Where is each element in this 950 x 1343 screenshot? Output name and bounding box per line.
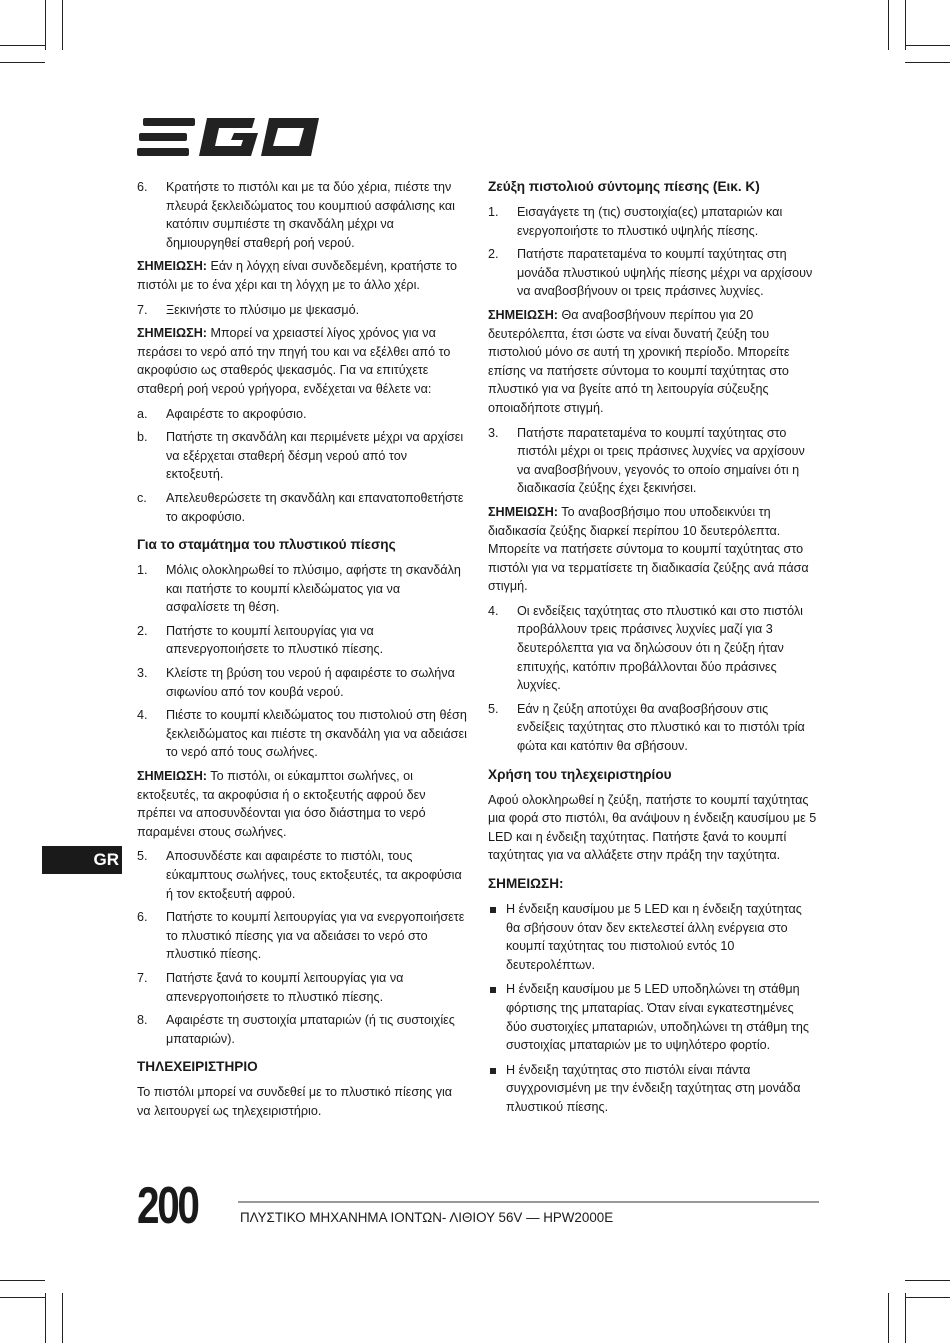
paragraph: Το πιστόλι μπορεί να συνδεθεί με το πλυστικό πίεσης για να λειτουργεί ως τηλεχειριστήριο. <box>137 1085 453 1118</box>
list-item: 2. Πατήστε παρατεταμένα το κουμπί ταχύτητας στη μονάδα πλυστικού υψηλής πίεσης μέχρι να αρχίσουν να αναβοσβήνουν οι τρεις πράσινες λυχνίες. <box>488 247 813 299</box>
note-label: ΣΗΜΕΙΩΣΗ: <box>488 307 558 322</box>
list-item: b. Πατήστε τη σκανδάλη και περιμένετε μέχρι να αρχίσει να εξέρχεται σταθερή δέσμη νερού από τον εκτοξευτή. <box>137 430 464 482</box>
bullet-item: Η ένδειξη καυσίμου με 5 LED και η ένδειξη ταχύτητας θα σβήσουν όταν δεν εκτελεστεί άλλη ενέργεια στο κουμπί ταχύτητας του πιστολιού εντός 10 δευτερολέπτων. <box>488 900 818 974</box>
note-label: ΣΗΜΕΙΩΣΗ: <box>137 259 207 274</box>
footer-divider <box>238 1201 819 1203</box>
language-tab: GR <box>42 846 122 874</box>
page-number: 200 <box>137 1177 198 1235</box>
list-item: 8. Αφαιρέστε τη συστοιχία μπαταριών (ή τις συστοιχίες μπαταριών). <box>137 1013 455 1046</box>
note: ΣΗΜΕΙΩΣΗ: Μπορεί να χρειαστεί λίγος χρόνος για να περάσει το νερό από την πηγή του και να εξέλθει από το ακροφύσιο ως σταθερός ψεκασμός. Για να επιτύχετε σταθερή ροή νερού γρήγορα, ενδέχεται να θέλετε να: <box>137 326 451 396</box>
section-heading-remote: ΤΗΛΕΧΕΙΡΙΣΤΗΡΙΟ <box>137 1059 258 1075</box>
left-column <box>137 178 467 1127</box>
note: ΣΗΜΕΙΩΣΗ: Εάν η λόγχη είναι συνδεδεμένη, κρατήστε το πιστόλι με το ένα χέρι και τη λόγχη με το άλλο χέρι. <box>137 259 458 292</box>
bullet-square-icon <box>488 1061 506 1117</box>
list-item: 1. Μόλις ολοκληρωθεί το πλύσιμο, αφήστε τη σκανδάλη και πατήστε το κουμπί κλειδώματος για να ασφαλίσετε τη θέση. <box>137 563 461 615</box>
list-item: 2. Πατήστε το κουμπί λειτουργίας για να απενεργοποιήσετε το πλυστικό πίεσης. <box>137 623 384 657</box>
paragraph: Αφού ολοκληρωθεί η ζεύξη, πατήστε το κουμπί ταχύτητας μια φορά στο πιστόλι, θα ανάψουν η ένδειξη καυσίμου με 5 LED και η ένδειξη ταχύτητας. Πατήστε ξανά το κουμπί ταχύτητας για να αλλάξετε στην πράξη την ταχύτητα. <box>488 792 817 863</box>
right-column <box>488 178 818 1123</box>
list-item: 3. Πατήστε παρατεταμένα το κουμπί ταχύτητας στο πιστόλι μέχρι οι τρεις πράσινες λυχνίες να αρχίσουν να αναβοσβήνουν, γεγονός το οποίο σημαίνει ότι η διαδικασία ζεύξης έχει ξεκινήσει. <box>488 425 805 496</box>
list-item: 6. Πατήστε το κουμπί λειτουργίας για να ενεργοποιήσετε το πλυστικό πίεσης για να αδειάσει το νερό στο πλυστικό πίεσης. <box>137 910 465 962</box>
list-item: 4. Οι ενδείξεις ταχύτητας στο πλυστικό και στο πιστόλι προβάλλουν τρεις πράσινες λυχνίες μαζί για 3 δευτερόλεπτα για να δηλώσουν ότι η ζεύξη ήταν επιτυχής, κατόπιν προβάλλονται δύο πράσινες λυχνίες. <box>488 603 803 693</box>
list-item: c. Απελευθερώσετε τη σκανδάλη και επανατοποθετήστε το ακροφύσιο. <box>137 490 464 524</box>
bullet-item: Η ένδειξη καυσίμου με 5 LED υποδηλώνει τη στάθμη φόρτισης της μπαταρίας. Όταν είναι εγκατεστημένες δύο συστοιχίες μπαταριών, υποδηλώνει τη στάθμη της συστοιχίας μπαταριών με το υψηλότερο φορτίο. <box>488 980 818 1054</box>
note: ΣΗΜΕΙΩΣΗ: Θα αναβοσβήνουν περίπου για 20 δευτερόλεπτα, έτσι ώστε να είναι δυνατή ζεύξη του πιστολιού μόνο σε αυτή τη χρονική περίοδο. Μπορείτε επίσης να πατήσετε σύντομα το κουμπί ταχύτητας στο πλυστικό για να βγείτε από τη λειτουργία σύζευξης οποιαδήποτε στιγμή. <box>488 307 790 415</box>
section-heading-pairing: Ζεύξη πιστολιού σύντομης πίεσης (Εικ. K) <box>488 179 760 194</box>
note-label: ΣΗΜΕΙΩΣΗ: <box>137 769 207 784</box>
list-item: 7. Πατήστε ξανά το κουμπί λειτουργίας για να απενεργοποιήσετε το πλυστικό πίεσης. <box>137 970 404 1004</box>
section-heading-remote-use: Χρήση του τηλεχειριστηρίου <box>488 766 672 782</box>
list-item: 1. Εισαγάγετε τη (τις) συστοιχία(ες) μπαταριών και ενεργοποιήστε το πλυστικό υψηλής πίεσης. <box>488 205 783 238</box>
list-item: 4. Πιέστε το κουμπί κλειδώματος του πιστολιού στη θέση ξεκλειδώματος και πιέστε τη σκανδάλη για να αδειάσει το νερό από τους σωλήνες. <box>137 708 467 760</box>
bullet-item: Η ένδειξη ταχύτητας στο πιστόλι είναι πάντα συγχρονισμένη με την ένδειξη ταχύτητας στη μονάδα πλυστικού πίεσης. <box>488 1061 818 1117</box>
note-label: ΣΗΜΕΙΩΣΗ: <box>488 504 558 519</box>
bullet-square-icon <box>488 980 506 1054</box>
ego-logo <box>137 116 321 158</box>
note: ΣΗΜΕΙΩΣΗ: Το αναβοσβήσιμο που υποδεικνύει τη διαδικασία ζεύξης διαρκεί περίπου 10 δευτερόλεπτα. Μπορείτε να πατήσετε σύντομα το κουμπί ταχύτητας στο πιστόλι για να τερματίσετε τη διαδικασία ζεύξης ανά πάσα στιγμή. <box>488 504 809 594</box>
list-item: 7. Ξεκινήστε το πλύσιμο με ψεκασμό. <box>137 302 360 317</box>
list-item: 3. Κλείστε τη βρύση του νερού ή αφαιρέστε το σωλήνα σιφωνίου από τον κουβά νερού. <box>137 666 455 699</box>
list-item: 6. Κρατήστε το πιστόλι και με τα δύο χέρια, πιέστε την πλευρά ξεκλειδώματος του κουμπιού ασφάλισης και κατόπιν συμπιέστε τη σκανδάλη μέχρι να δημιουργηθεί σταθερή ροή νερού. <box>137 180 455 250</box>
footer-title: ΠΛΥΣΤΙΚΟ ΜΗΧΑΝΗΜΑ ΙΟΝΤΩΝ- ΛΙΘΙΟΥ 56V — HPW2000E <box>240 1210 614 1225</box>
bullet-square-icon <box>488 900 506 974</box>
note: ΣΗΜΕΙΩΣΗ: Το πιστόλι, οι εύκαμπτοι σωλήνες, οι εκτοξευτές, τα ακροφύσια ή ο εκτοξευτής αφρού δεν πρέπει να αποσυνδέονται για όσο διάστημα το νερό παραμένει στους σωλήνες. <box>137 769 426 839</box>
section-heading-stop: Για το σταμάτημα του πλυστικού πίεσης <box>137 537 396 553</box>
note-label: ΣΗΜΕΙΩΣΗ: <box>137 326 207 341</box>
list-item: 5. Αποσυνδέστε και αφαιρέστε το πιστόλι, τους εύκαμπτους σωλήνες, τους εκτοξευτές, τα ακροφύσια ή τον εκτοξευτή αφρού. <box>137 849 462 901</box>
list-item: a. Αφαιρέστε το ακροφύσιο. <box>137 406 307 421</box>
list-item: 5. Εάν η ζεύξη αποτύχει θα αναβοσβήσουν στις ενδείξεις ταχύτητας στο πλυστικό και το πιστόλι τρία φώτα και κατόπιν θα σβήσουν. <box>488 701 805 754</box>
section-heading-note: ΣΗΜΕΙΩΣΗ: <box>488 876 564 891</box>
